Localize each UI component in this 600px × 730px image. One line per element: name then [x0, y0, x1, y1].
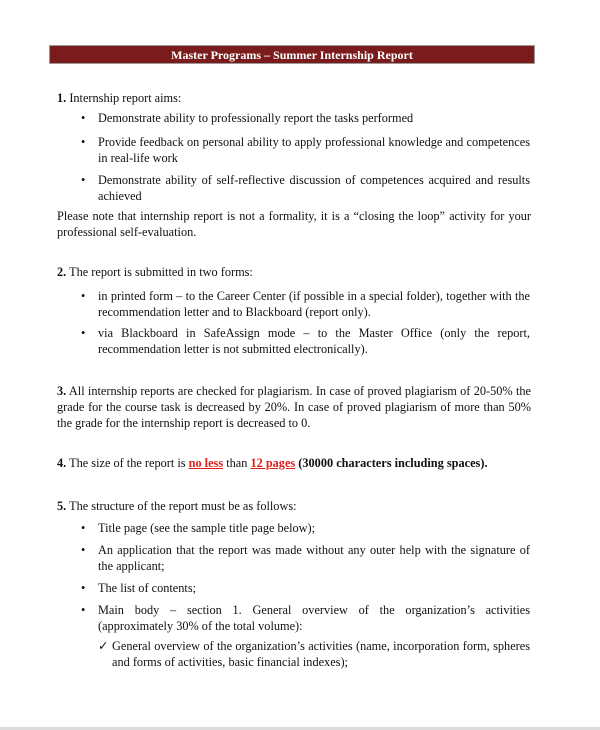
check-list-item	[98, 638, 530, 670]
list-item-text: in printed form – to the Career Center (if possible in a special folder), together with the recommendation letter and to Blackboard (report only).	[98, 289, 530, 319]
list-item	[81, 172, 530, 204]
section-text-bold: (30000 characters including spaces).	[295, 456, 488, 470]
list-item	[81, 580, 530, 596]
section-text: than	[223, 456, 251, 470]
bullet-icon: •	[81, 581, 86, 595]
section-number: 3.	[57, 384, 67, 398]
section-5-heading	[57, 498, 531, 514]
bullet-icon: •	[81, 135, 86, 149]
list-item-text: General overview of the organization’s activities (name, incorporation form, spheres and forms of activities, basic financial indexes);	[112, 639, 530, 669]
bullet-icon: •	[81, 543, 86, 557]
highlight-12-pages: 12 pages	[250, 456, 296, 470]
bullet-icon: •	[81, 289, 86, 303]
section-number: 2.	[57, 265, 67, 279]
list-item	[81, 325, 530, 357]
section-number: 5.	[57, 499, 67, 513]
section-1-note: Please note that internship report is not a formality, it is a “closing the loop” activity for your professional self-evaluation.	[57, 209, 531, 239]
bullet-icon: •	[81, 326, 86, 340]
section-1-heading	[57, 90, 531, 106]
checkmark-icon: ✓	[98, 639, 109, 653]
section-text: The structure of the report must be as follows:	[69, 499, 297, 513]
section-3-paragraph	[57, 383, 531, 431]
section-number: 1.	[57, 91, 67, 105]
list-item	[81, 134, 530, 166]
section-text: Internship report aims:	[69, 91, 182, 105]
list-item	[81, 520, 530, 536]
list-item	[81, 602, 530, 634]
list-item-text: Title page (see the sample title page below);	[98, 521, 316, 535]
bullet-icon: •	[81, 173, 86, 187]
section-text: The report is submitted in two forms:	[69, 265, 253, 279]
list-item-text: Demonstrate ability to professionally report the tasks performed	[98, 111, 414, 125]
section-4-paragraph	[57, 455, 531, 471]
list-item	[81, 542, 530, 574]
section-text: All internship reports are checked for plagiarism. In case of proved plagiarism of 20-50% the grade for the course task is decreased by 20%. In case of proved plagiarism of more than 50% the grade for the internship report is decreased to 0.	[57, 384, 531, 430]
document-title-banner: Master Programs – Summer Internship Report	[49, 45, 535, 64]
list-item-text: The list of contents;	[98, 581, 197, 595]
section-2-heading	[57, 264, 531, 280]
bullet-icon: •	[81, 521, 86, 535]
list-item-text: Demonstrate ability of self-reflective discussion of competences acquired and results achieved	[98, 173, 530, 203]
bullet-icon: •	[81, 111, 86, 125]
list-item	[81, 110, 530, 126]
highlight-no-less: no less	[188, 456, 224, 470]
list-item	[81, 288, 530, 320]
section-number: 4.	[57, 456, 67, 470]
list-item-text: An application that the report was made without any outer help with the signature of the applicant;	[98, 543, 530, 573]
bullet-icon: •	[81, 603, 86, 617]
section-text: The size of the report is	[69, 456, 189, 470]
list-item-text: Provide feedback on personal ability to apply professional knowledge and competences in real-life work	[98, 135, 530, 165]
list-item-text: Main body – section 1. General overview of the organization’s activities (approximately 30% of the total volume):	[98, 603, 530, 633]
list-item-text: via Blackboard in SafeAssign mode – to the Master Office (only the report, recommendation letter is not submitted electronically).	[98, 326, 530, 356]
